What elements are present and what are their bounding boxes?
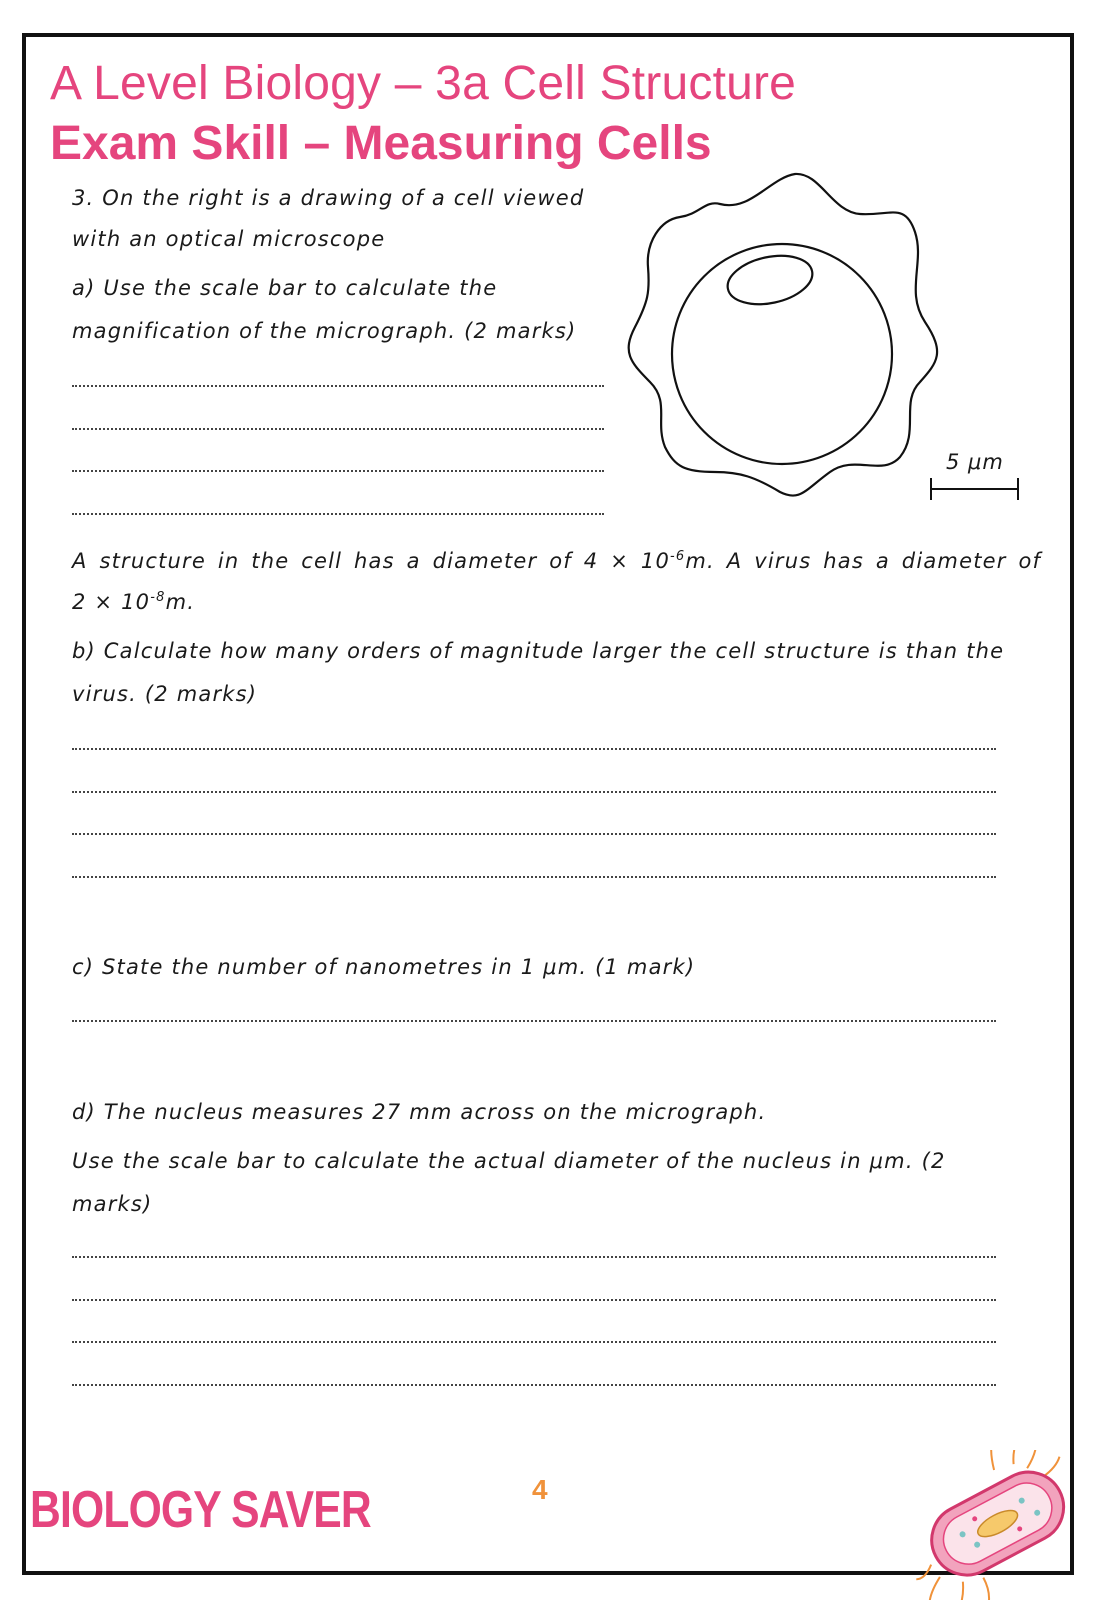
answer-line-b-4[interactable] — [72, 876, 996, 878]
answer-line-d-3[interactable] — [72, 1341, 996, 1343]
structure-diameter-line: A structure in the cell has a diameter of $4 \times 10^{-6}m$. A virus has a diameter of — [72, 549, 1042, 573]
bacteria-icon — [900, 1450, 1090, 1600]
answer-line-b-3[interactable] — [72, 833, 996, 835]
answer-line-b-1[interactable] — [72, 748, 996, 750]
question-a-line-1: a) Use the scale bar to calculate the — [72, 276, 498, 300]
answer-line-b-2[interactable] — [72, 791, 996, 793]
answer-line-c-1[interactable] — [72, 1020, 996, 1022]
answer-line-a-4[interactable] — [72, 513, 604, 515]
cell-drawing-icon — [620, 172, 950, 502]
answer-line-a-2[interactable] — [72, 428, 604, 430]
biology-saver-logo: BIOLOGY SAVER — [30, 1481, 371, 1539]
question-intro-line-2: with an optical microscope — [72, 227, 386, 251]
virus-diameter-line: $2 \times 10^{-8}m$. — [72, 590, 196, 614]
answer-line-d-2[interactable] — [72, 1299, 996, 1301]
question-d-line-3: marks) — [72, 1192, 153, 1216]
question-c-line: c) State the number of nanometres in 1 μm. (1 mark) — [72, 955, 696, 979]
scale-bar-icon — [928, 476, 1022, 502]
answer-line-a-3[interactable] — [72, 470, 604, 472]
page-subtitle: Exam Skill – Measuring Cells — [50, 117, 712, 170]
question-d-line-2: Use the scale bar to calculate the actual diameter of the nucleus in μm. (2 — [72, 1149, 946, 1173]
scale-bar-label: 5 μm — [946, 450, 1004, 474]
question-d-line-1: d) The nucleus measures 27 mm across on the micrograph. — [72, 1100, 767, 1124]
question-intro-line-1: 3. On the right is a drawing of a cell viewed — [72, 186, 585, 210]
answer-line-d-1[interactable] — [72, 1256, 996, 1258]
page-title: A Level Biology – 3a Cell Structure — [50, 57, 797, 110]
answer-line-d-4[interactable] — [72, 1384, 996, 1386]
answer-line-a-1[interactable] — [72, 385, 604, 387]
question-a-line-2: magnification of the micrograph. (2 marks) — [72, 319, 577, 343]
question-b-line-2: virus. (2 marks) — [72, 682, 258, 706]
question-b-line-1: b) Calculate how many orders of magnitude larger the cell structure is than the — [72, 639, 1005, 663]
page-number: 4 — [532, 1474, 548, 1505]
